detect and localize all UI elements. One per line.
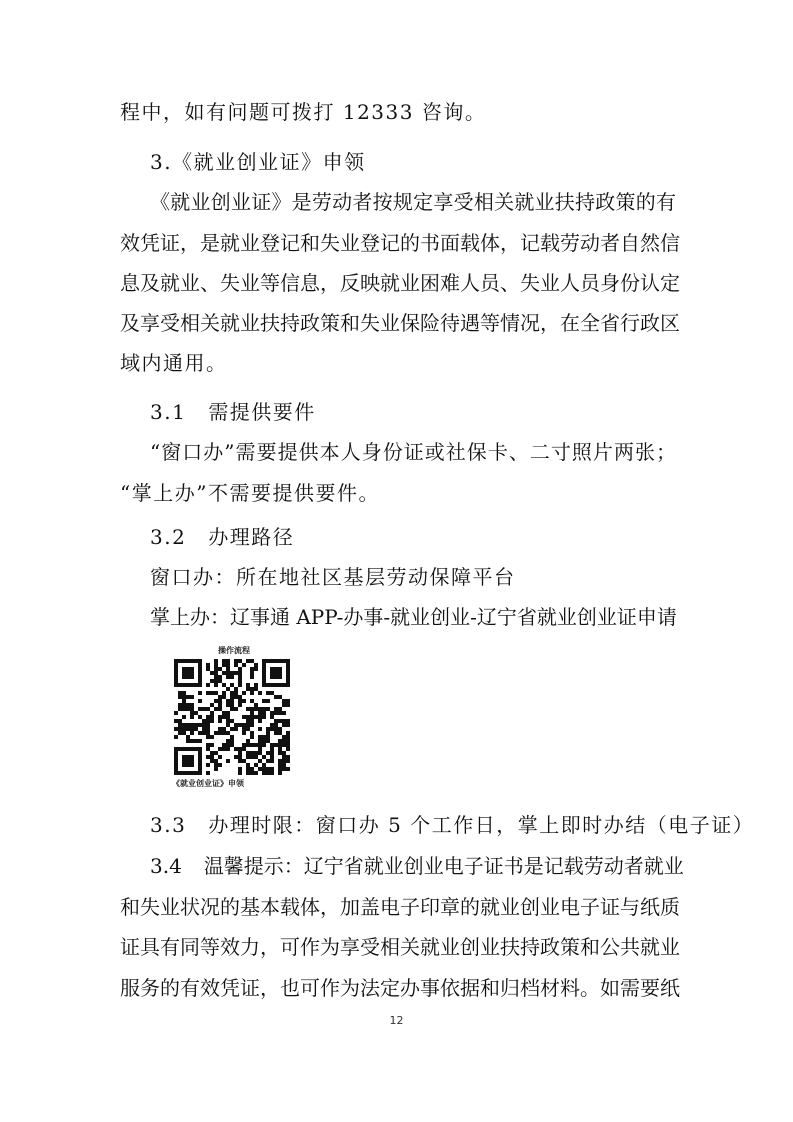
qr-caption: 《就业创业证》申领 [172, 779, 244, 788]
paragraph-line: 服务的有效凭证，也可作为法定办事依据和归档材料。如需要纸 [120, 976, 680, 1000]
qr-code-icon [174, 659, 290, 775]
paragraph-line: 及享受相关就业扶持政策和失业保险待遇等情况，在全省行政区 [120, 311, 680, 335]
paragraph-line: 域内通用。 [120, 351, 228, 375]
page-number: 12 [389, 1014, 404, 1027]
section-text: 温馨提示：辽宁省就业创业电子证书是记载劳动者就业 [203, 854, 684, 878]
section-heading-3-1 [150, 398, 316, 426]
paragraph-line: 息及就业、失业等信息，反映就业困难人员、失业人员身份认定 [120, 271, 680, 295]
qr-code-block [164, 646, 304, 789]
section-number: 3.1 [150, 400, 187, 424]
section-title: 需提供要件 [208, 400, 316, 424]
section-number: 3.3 [150, 813, 187, 837]
section-line-3-4 [150, 852, 684, 880]
qr-title: 操作流程 [218, 646, 250, 655]
paragraph-line: “掌上办”不需要提供要件。 [120, 481, 380, 505]
section-heading-3-2 [150, 523, 294, 551]
paragraph-line: 窗口办：所在地社区基层劳动保障平台 [150, 565, 516, 589]
section-number: 3.2 [150, 525, 187, 549]
paragraph-line: 和失业状况的基本载体，加盖电子印章的就业创业电子证与纸质 [120, 895, 680, 919]
section-line-3-3 [150, 811, 754, 839]
section-text: 办理时限：窗口办 5 个工作日，掌上即时办结（电子证） [208, 813, 755, 837]
text-line: 程中，如有问题可拨打 12333 咨询。 [120, 100, 487, 124]
paragraph-line: 效凭证，是就业登记和失业登记的书面载体，记载劳动者自然信 [120, 231, 680, 255]
section-heading-3: 3.《就业创业证》申领 [150, 150, 366, 174]
paragraph-line: 掌上办：辽事通 APP-办事-就业创业-辽宁省就业创业证申请 [150, 605, 677, 629]
section-title: 办理路径 [208, 525, 295, 549]
paragraph-line: 《就业创业证》是劳动者按规定享受相关就业扶持政策的有 [150, 190, 676, 214]
section-number: 3.4 [150, 854, 182, 878]
paragraph-line: “窗口办”需要提供本人身份证或社保卡、二寸照片两张； [150, 440, 676, 464]
paragraph-line: 证具有同等效力，可作为享受相关就业创业扶持政策和公共就业 [120, 935, 680, 959]
